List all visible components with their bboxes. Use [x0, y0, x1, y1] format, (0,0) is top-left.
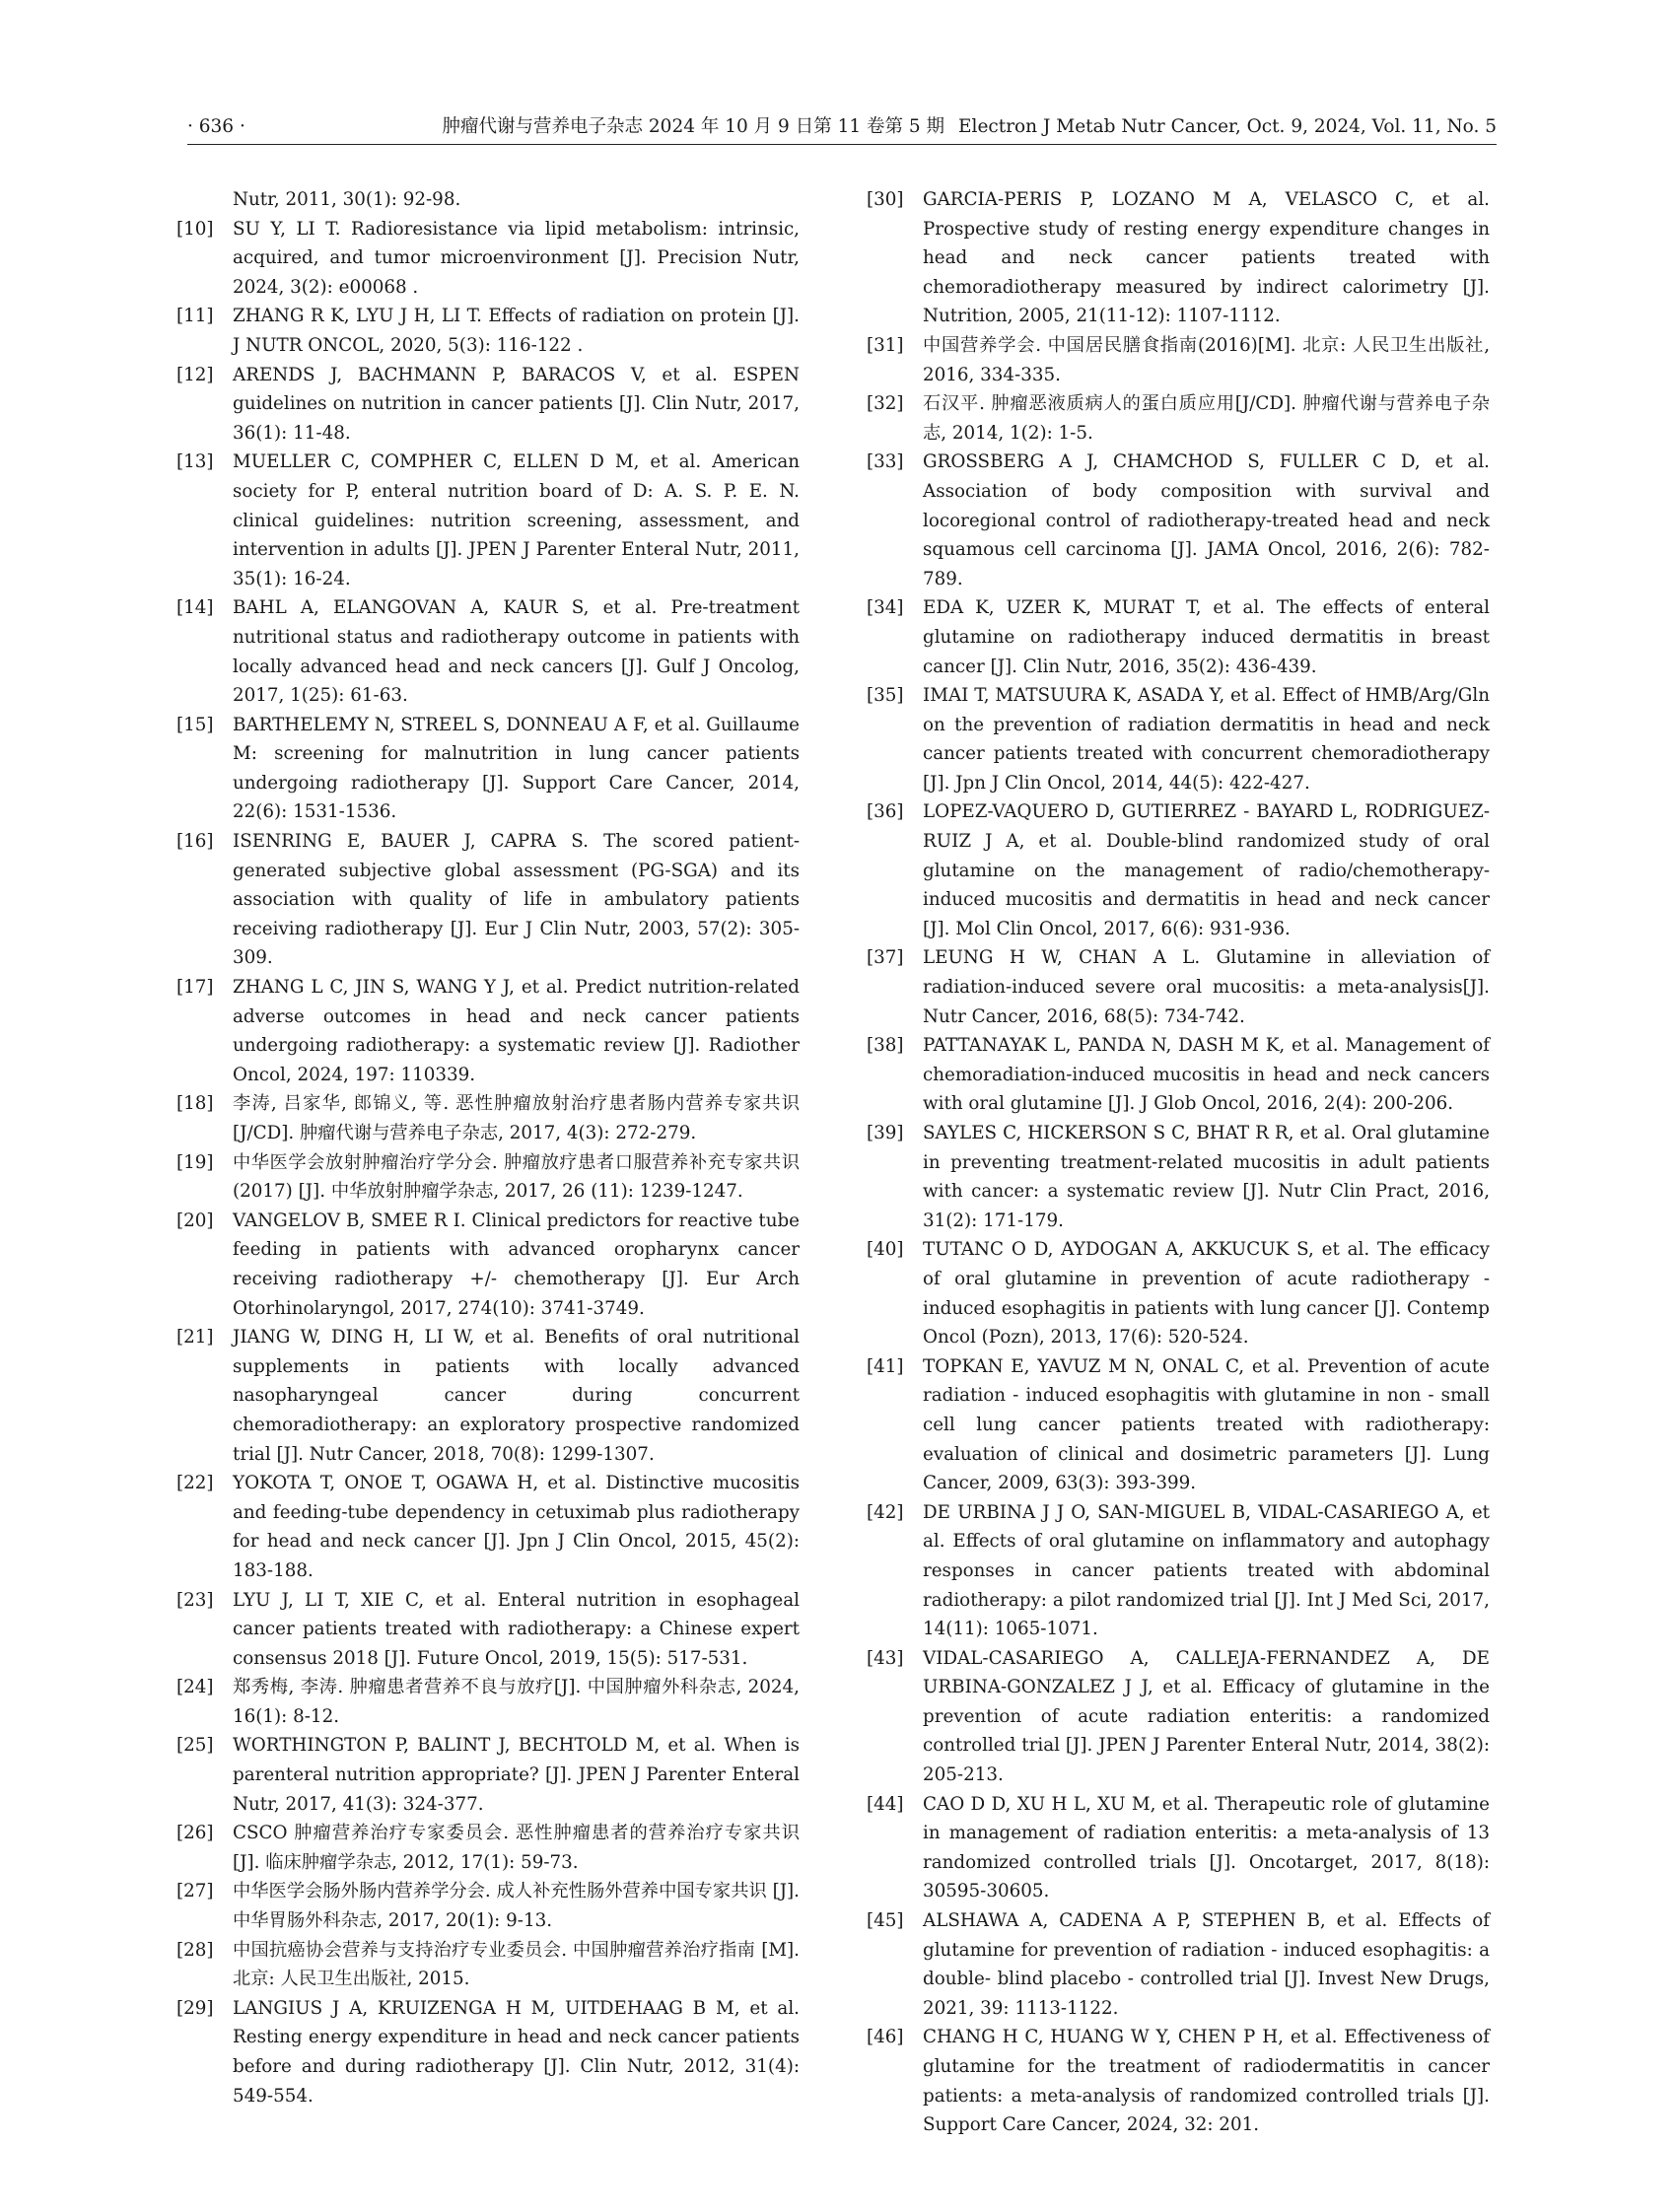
reference-item	[867, 1498, 1490, 1644]
reference-text: DE URBINA J J O, SAN-MIGUEL B, VIDAL-CASARIEGO A, et al. Effects of oral glutamine on inflammatory and autophagy responses in cancer patients treated with abdominal radiotherapy: a pilot randomized trial [J]. Int J Med Sci, 2017, 14(11): 1065-1071.	[923, 1501, 1490, 1640]
reference-text: LANGIUS J A, KRUIZENGA H M, UITDEHAAG B M, et al. Resting energy expenditure in head and neck cancer patients before and during radiotherapy [J]. Clin Nutr, 2012, 31(4): 549-554.	[233, 1997, 800, 2107]
reference-number: [12]	[176, 364, 214, 385]
reference-text: SU Y, LI T. Radioresistance via lipid metabolism: intrinsic, acquired, and tumor microenvironment [J]. Precision Nutr, 2024, 3(2): e00068 .	[233, 218, 800, 298]
references-right-column	[867, 185, 1490, 2140]
reference-text: YOKOTA T, ONOE T, OGAWA H, et al. Distinctive mucositis and feeding-tube dependency in cetuximab plus radiotherapy for head and neck cancer [J]. Jpn J Clin Oncol, 2015, 45(2): 183-188.	[233, 1473, 800, 1581]
reference-text: TUTANC O D, AYDOGAN A, AKKUCUK S, et al. The efficacy of oral glutamine in prevention of acute radiotherapy - induced esophagitis in patients with lung cancer [J]. Contemp Oncol (Pozn), 2013, 17(6): 520-524.	[923, 1239, 1490, 1348]
reference-item	[867, 943, 1490, 1031]
reference-number: [22]	[176, 1473, 214, 1494]
reference-item	[176, 1673, 800, 1731]
reference-text: VANGELOV B, SMEE R I. Clinical predictors for reactive tube feeding in patients with advanced oropharynx cancer receiving radiotherapy +/- chemotherapy [J]. Eur Arch Otorhinolaryngol, 2017, 274(10): 3741-3749.	[233, 1210, 800, 1319]
journal-citation	[429, 110, 1497, 144]
reference-item	[176, 215, 800, 303]
reference-item	[176, 1819, 800, 1877]
reference-number: [21]	[176, 1327, 214, 1348]
reference-number: [24]	[176, 1677, 214, 1698]
reference-number: [44]	[867, 1793, 904, 1815]
reference-item	[867, 681, 1490, 797]
reference-text: ZHANG L C, JIN S, WANG Y J, et al. Predict nutrition-related adverse outcomes in head and neck cancer patients undergoing radiotherapy: a systematic review [J]. Radiother Oncol, 2024, 197: 110339.	[233, 977, 800, 1085]
reference-number: [16]	[176, 831, 214, 853]
reference-number: [27]	[176, 1881, 214, 1902]
reference-number: [40]	[867, 1239, 904, 1261]
journal-title-cn: 肿瘤代谢与营养电子杂志 2024 年 10 月 9 日第 11 卷第 5 期	[442, 116, 945, 137]
reference-item	[867, 1906, 1490, 2023]
reference-text: 中国抗癌协会营养与支持治疗专业委员会. 中国肿瘤营养治疗指南 [M]. 北京: 人民卫生出版社, 2015.	[233, 1939, 800, 1990]
reference-number: [34]	[867, 597, 904, 619]
reference-text: 郑秀梅, 李涛. 肿瘤患者营养不良与放疗[J]. 中国肿瘤外科杂志, 2024, 16(1): 8-12.	[233, 1677, 800, 1727]
reference-text: ISENRING E, BAUER J, CAPRA S. The scored patient-generated subjective global assessment (PG-SGA) and its association with quality of life in ambulatory patients receiving radiotherapy [J]. Eur J Clin Nutr, 2003, 57(2): 305-309.	[233, 831, 800, 969]
reference-number: [46]	[867, 2027, 904, 2048]
reference-text: WORTHINGTON P, BALINT J, BECHTOLD M, et al. When is parenteral nutrition appropriate? [J]. JPEN J Parenter Enteral Nutr, 2017, 41(3): 324-377.	[233, 1735, 800, 1815]
reference-number: [35]	[867, 685, 904, 707]
reference-number: [38]	[867, 1035, 904, 1057]
reference-number: [17]	[176, 977, 214, 999]
reference-number: [32]	[867, 393, 904, 415]
reference-number: [19]	[176, 1151, 214, 1173]
reference-number: [33]	[867, 451, 904, 473]
reference-item	[176, 1877, 800, 1935]
reference-item	[176, 302, 800, 360]
reference-item	[867, 797, 1490, 943]
reference-item	[176, 1586, 800, 1674]
reference-number: [15]	[176, 714, 214, 735]
reference-item	[867, 448, 1490, 593]
reference-item	[867, 2023, 1490, 2139]
reference-item	[176, 1731, 800, 1819]
reference-text: ARENDS J, BACHMANN P, BARACOS V, et al. ESPEN guidelines on nutrition in cancer patients [J]. Clin Nutr, 2017, 36(1): 11-48.	[233, 364, 800, 444]
page-number: · 636 ·	[187, 116, 245, 137]
reference-item	[176, 593, 800, 710]
reference-text: ZHANG R K, LYU J H, LI T. Effects of radiation on protein [J]. J NUTR ONCOL, 2020, 5(3): 116-122 .	[233, 306, 800, 356]
reference-item	[176, 448, 800, 593]
reference-text: LYU J, LI T, XIE C, et al. Enteral nutrition in esophageal cancer patients treated with radiotherapy: a Chinese expert consensus 2018 [J]. Future Oncol, 2019, 15(5): 517-531.	[233, 1589, 800, 1669]
reference-item	[867, 593, 1490, 681]
reference-number: [28]	[176, 1939, 214, 1961]
reference-number: [26]	[176, 1823, 214, 1844]
reference-text: BAHL A, ELANGOVAN A, KAUR S, et al. Pre-treatment nutritional status and radiotherapy outcome in patients with locally advanced head and neck cancers [J]. Gulf J Oncolog, 2017, 1(25): 61-63.	[233, 597, 800, 707]
reference-number: [29]	[176, 1997, 214, 2019]
reference-item	[176, 973, 800, 1089]
reference-item	[867, 1235, 1490, 1351]
reference-text: 中华医学会肠外肠内营养学分会. 成人补充性肠外营养中国专家共识 [J]. 中华胃肠外科杂志, 2017, 20(1): 9-13.	[233, 1881, 800, 1932]
reference-text: JIANG W, DING H, LI W, et al. Benefits of oral nutritional supplements in patients with locally advanced nasopharyngeal cancer during concurrent chemoradiotherapy: an exploratory prospective randomized trial [J]. Nutr Cancer, 2018, 70(8): 1299-1307.	[233, 1327, 800, 1465]
reference-continuation: Nutr, 2011, 30(1): 92-98.	[233, 189, 461, 210]
reference-text: TOPKAN E, YAVUZ M N, ONAL C, et al. Prevention of acute radiation - induced esophagitis with glutamine in non - small cell lung cancer patients treated with radiotherapy: evaluation of clinical and dosimetric parameters [J]. Lung Cancer, 2009, 63(3): 393-399.	[923, 1355, 1490, 1494]
reference-number: [11]	[176, 306, 214, 327]
reference-number: [30]	[867, 189, 904, 210]
reference-number: [42]	[867, 1501, 904, 1523]
reference-number: [10]	[176, 218, 214, 240]
reference-text: ALSHAWA A, CADENA A P, STEPHEN B, et al. Effects of glutamine for prevention of radiation - induced esophagitis: a double- blind placebo - controlled trial [J]. Invest New Drugs, 2021, 39: 1113-1122.	[923, 1910, 1490, 2019]
reference-item	[867, 1119, 1490, 1235]
reference-text: VIDAL-CASARIEGO A, CALLEJA-FERNANDEZ A, DE URBINA-GONZALEZ J J, et al. Efficacy of glutamine in the prevention of acute radiation enteritis: a randomized controlled trial [J]. JPEN J Parenter Enteral Nutr, 2014, 38(2): 205-213.	[923, 1647, 1490, 1786]
reference-item	[867, 1644, 1490, 1790]
reference-text: EDA K, UZER K, MURAT T, et al. The effects of enteral glutamine on radiotherapy induced dermatitis in breast cancer [J]. Clin Nutr, 2016, 35(2): 436-439.	[923, 597, 1490, 677]
running-header	[187, 110, 1497, 145]
reference-text: LEUNG H W, CHAN A L. Glutamine in alleviation of radiation-induced severe oral mucositis: a meta-analysis[J]. Nutr Cancer, 2016, 68(5): 734-742.	[923, 947, 1490, 1027]
reference-number: [20]	[176, 1210, 214, 1231]
reference-text: PATTANAYAK L, PANDA N, DASH M K, et al. Management of chemoradiation-induced mucositis in head and neck cancers with oral glutamine [J]. J Glob Oncol, 2016, 2(4): 200-206.	[923, 1035, 1490, 1115]
reference-item	[867, 331, 1490, 389]
reference-item	[176, 711, 800, 827]
reference-text: GROSSBERG A J, CHAMCHOD S, FULLER C D, et al. Association of body composition with survival and locoregional control of radiotherapy-treated head and neck squamous cell carcinoma [J]. JAMA Oncol, 2016, 2(6): 782-789.	[923, 451, 1490, 589]
reference-item	[176, 1469, 800, 1585]
reference-text: IMAI T, MATSUURA K, ASADA Y, et al. Effect of HMB/Arg/Gln on the prevention of radiation dermatitis in head and neck cancer patients treated with concurrent chemoradiotherapy [J]. Jpn J Clin Oncol, 2014, 44(5): 422-427.	[923, 685, 1490, 794]
reference-item	[867, 1790, 1490, 1906]
reference-text: CAO D D, XU H L, XU M, et al. Therapeutic role of glutamine in management of radiation enteritis: a meta-analysis of 13 randomized controlled trials [J]. Oncotarget, 2017, 8(18): 30595-30605.	[923, 1793, 1490, 1902]
reference-item	[176, 1089, 800, 1147]
reference-text: GARCIA-PERIS P, LOZANO M A, VELASCO C, et al. Prospective study of resting energy expenditure changes in head and neck cancer patients treated with chemoradiotherapy measured by indirect calorimetry [J]. Nutrition, 2005, 21(11-12): 1107-1112.	[923, 189, 1490, 327]
reference-item	[176, 1994, 800, 2110]
reference-number: [25]	[176, 1735, 214, 1757]
reference-number: [36]	[867, 801, 904, 823]
references-left-column	[176, 185, 800, 2110]
journal-title-en: Electron J Metab Nutr Cancer, Oct. 9, 2024, Vol. 11, No. 5	[958, 116, 1497, 137]
reference-text: 中华医学会放射肿瘤治疗学分会. 肿瘤放疗患者口服营养补充专家共识(2017) [J]. 中华放射肿瘤学杂志, 2017, 26 (11): 1239-1247.	[233, 1151, 800, 1203]
reference-number: [13]	[176, 451, 214, 473]
reference-text: MUELLER C, COMPHER C, ELLEN D M, et al. American society for P, enteral nutrition board of D: A. S. P. E. N. clinical guidelines: nutrition screening, assessment, and intervention in adults [J]. JPEN J Parenter Enteral Nutr, 2011, 35(1): 16-24.	[233, 451, 800, 589]
reference-item	[867, 185, 1490, 331]
reference-text: BARTHELEMY N, STREEL S, DONNEAU A F, et al. Guillaume M: screening for malnutrition in lung cancer patients undergoing radiotherapy [J]. Support Care Cancer, 2014, 22(6): 1531-1536.	[233, 714, 800, 823]
reference-number: [41]	[867, 1355, 904, 1377]
reference-item	[176, 1148, 800, 1207]
reference-number: [18]	[176, 1093, 214, 1115]
reference-item	[176, 1207, 800, 1323]
reference-text: SAYLES C, HICKERSON S C, BHAT R R, et al. Oral glutamine in preventing treatment-related mucositis in adult patients with cancer: a systematic review [J]. Nutr Clin Pract, 2016, 31(2): 171-179.	[923, 1123, 1490, 1231]
reference-item	[176, 827, 800, 973]
reference-number: [23]	[176, 1589, 214, 1611]
reference-text: CSCO 肿瘤营养治疗专家委员会. 恶性肿瘤患者的营养治疗专家共识 [J]. 临床肿瘤学杂志, 2012, 17(1): 59-73.	[233, 1823, 800, 1873]
reference-text: 中国营养学会. 中国居民膳食指南(2016)[M]. 北京: 人民卫生出版社, 2016, 334-335.	[923, 334, 1490, 385]
reference-number: [37]	[867, 947, 904, 969]
reference-item	[176, 361, 800, 449]
reference-text: LOPEZ-VAQUERO D, GUTIERREZ - BAYARD L, RODRIGUEZ-RUIZ J A, et al. Double-blind randomized study of oral glutamine on the management of radio/chemotherapy-induced mucositis and dermatitis in head and neck cancer [J]. Mol Clin Oncol, 2017, 6(6): 931-936.	[923, 801, 1490, 939]
reference-number: [31]	[867, 334, 904, 356]
reference-number: [43]	[867, 1647, 904, 1669]
reference-number: [14]	[176, 597, 214, 619]
reference-item	[867, 1031, 1490, 1119]
reference-item	[176, 1936, 800, 1994]
reference-item	[867, 1352, 1490, 1498]
reference-text: 石汉平. 肿瘤恶液质病人的蛋白质应用[J/CD]. 肿瘤代谢与营养电子杂志, 2014, 1(2): 1-5.	[923, 393, 1490, 444]
reference-number: [45]	[867, 1910, 904, 1932]
reference-item	[867, 389, 1490, 448]
reference-number: [39]	[867, 1123, 904, 1143]
reference-text: CHANG H C, HUANG W Y, CHEN P H, et al. Effectiveness of glutamine for the treatment of radiodermatitis in cancer patients: a meta-analysis of randomized controlled trials [J]. Support Care Cancer, 2024, 32: 201.	[923, 2027, 1490, 2136]
reference-text: 李涛, 吕家华, 郎锦义, 等. 恶性肿瘤放射治疗患者肠内营养专家共识 [J/CD]. 肿瘤代谢与营养电子杂志, 2017, 4(3): 272-279.	[233, 1093, 800, 1143]
reference-item	[176, 1323, 800, 1469]
